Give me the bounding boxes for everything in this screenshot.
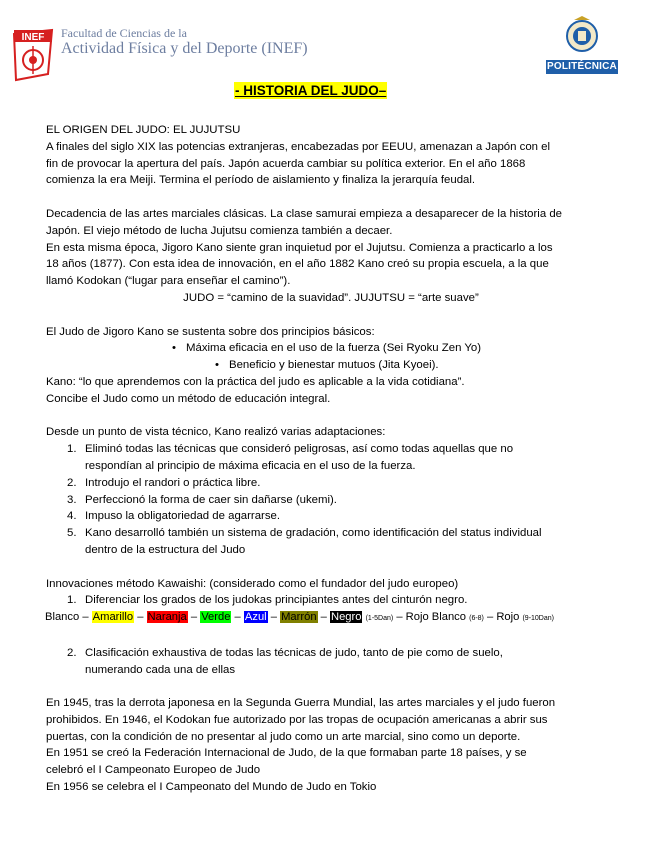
faculty-line2: Actividad Física y del Deporte (INEF): [61, 40, 308, 57]
section1-line: comienza la era Meiji. Termina el período de aislamiento y finaliza la jerarquía feudal.: [46, 174, 476, 187]
page-title: - HISTORIA DEL JUDO–: [235, 83, 387, 98]
adaptation-item: 5. Kano desarrolló también un sistema de gradación, como identificación del status individual dentro de la estructura del Judo: [67, 527, 542, 556]
belt-rojo-blanco: Rojo Blanco: [405, 611, 466, 624]
principles-list: [46, 340, 616, 374]
judo-definition: JUDO = “camino de la suavidad”. JUJUTSU = “arte suave”: [183, 291, 479, 304]
principle-item: • Máxima eficacia en el uso de la fuerza (Sei Ryoku Zen Yo): [186, 340, 616, 357]
belt-rojo: Rojo: [496, 611, 520, 624]
politecnica-label: POLITÉCNICA: [547, 61, 617, 72]
history-line: puertas, con la condición de no presentar al judo como un arte marcial, sino como un deporte.: [46, 730, 521, 743]
faculty-line1: Facultad de Ciencias de la: [61, 26, 187, 40]
section2-line: Decadencia de las artes marciales clásicas. La clase samurai empieza a desaparecer de la historia de: [46, 207, 563, 220]
section1-heading: EL ORIGEN DEL JUDO: EL JUJUTSU: [46, 124, 241, 136]
section2-line: 18 años (1877). Con esta idea de innovación, en el año 1882 Kano creó su propia escuela, a la que: [46, 258, 549, 271]
belt-verde: Verde: [201, 611, 231, 624]
belt-blanco: Blanco: [45, 611, 80, 624]
faculty-name: [61, 26, 308, 58]
inef-logo: [12, 28, 54, 82]
kawaishi-item: 2. Clasificación exhaustiva de todas las técnicas de judo, tanto de pie como de suelo, numerando cada una de ellas: [67, 646, 503, 676]
document-body: [46, 122, 616, 796]
section2-line: En esta misma época, Jigoro Kano siente gran inquietud por el Jujutsu. Comienza a practicarlo a los: [46, 241, 553, 254]
belt-naranja: Naranja: [147, 611, 187, 624]
belt-marron: Marrón: [281, 611, 317, 624]
section2-line: llamó Kodokan (“lugar para enseñar el camino”).: [46, 275, 291, 288]
principles-intro: El Judo de Jigoro Kano se sustenta sobre dos principios básicos:: [46, 325, 375, 338]
kano-quote: Kano: “lo que aprendemos con la práctica del judo es aplicable a la vida cotidiana”.: [46, 375, 465, 388]
history-line: En 1956 se celebra el I Campeonato del Mundo de Judo en Tokio: [46, 781, 377, 794]
section2-line: Japón. El viejo método de lucha Jujutsu comienza también a decaer.: [46, 224, 393, 237]
kawaishi-intro: Innovaciones método Kawaishi: (considerado como el fundador del judo europeo): [46, 577, 459, 590]
kawaishi-item: 1. Diferenciar los grados de los judokas principiantes antes del cinturón negro.: [67, 594, 468, 607]
section1-line: A finales del siglo XIX las potencias extranjeras, encabezadas por EEUU, amenazan a Japón con el: [46, 140, 551, 153]
adaptation-item: 4. Impuso la obligatoriedad de agarrarse.: [67, 510, 281, 523]
belt-rojo-dan: (9-10Dan): [522, 615, 554, 623]
adaptation-item: 3. Perfeccionó la forma de caer sin dañarse (ukemi).: [67, 493, 337, 506]
adaptation-item: 2. Introdujo el randori o práctica libre.: [67, 476, 261, 489]
adaptations-list: [46, 441, 616, 559]
belt-amarillo: Amarillo: [92, 611, 134, 624]
belt-negro: Negro: [331, 611, 362, 624]
kawaishi-list: [46, 592, 616, 609]
history-line: En 1951 se creó la Federación Internacional de Judo, de la que formaban parte 18 países, y se: [46, 747, 527, 760]
belt-negro-dan: (1-5Dan): [365, 615, 394, 623]
inef-logo-text: INEF: [21, 32, 45, 43]
section1-line: fin de provocar la apertura del país. Japón acuerda cambiar su política exterior. En el año 1868: [46, 157, 526, 170]
belt-sequence: Blanco – Amarillo – Naranja – Verde – Azul – Marrón – Negro (1-5Dan) – Rojo Blanco (6-8) – Rojo (9-10Dan): [45, 611, 554, 624]
adaptations-intro: Desde un punto de vista técnico, Kano realizó varias adaptaciones:: [46, 426, 386, 439]
belt-rojo-blanco-dan: (6-8): [469, 615, 484, 623]
history-line: celebró el I Campeonato Europeo de Judo: [46, 764, 261, 777]
belt-azul: Azul: [244, 611, 267, 624]
history-line: prohibidos. En 1946, el Kodokan fue autorizado por las tropas de ocupación americanas a abrir sus: [46, 713, 548, 726]
principle-item: • Beneficio y bienestar mutuos (Jita Kyoei).: [229, 357, 616, 374]
education-concept: Concibe el Judo como un método de educación integral.: [46, 392, 331, 405]
history-line: En 1945, tras la derrota japonesa en la Segunda Guerra Mundial, las artes marciales y el judo fueron: [46, 697, 556, 710]
adaptation-item: 1. Eliminó todas las técnicas que consideró peligrosas, así como todas aquellas que no respondían al principio de máxima eficacia en el uso de la fuerza.: [67, 443, 514, 472]
kawaishi-list-2: [46, 645, 616, 679]
